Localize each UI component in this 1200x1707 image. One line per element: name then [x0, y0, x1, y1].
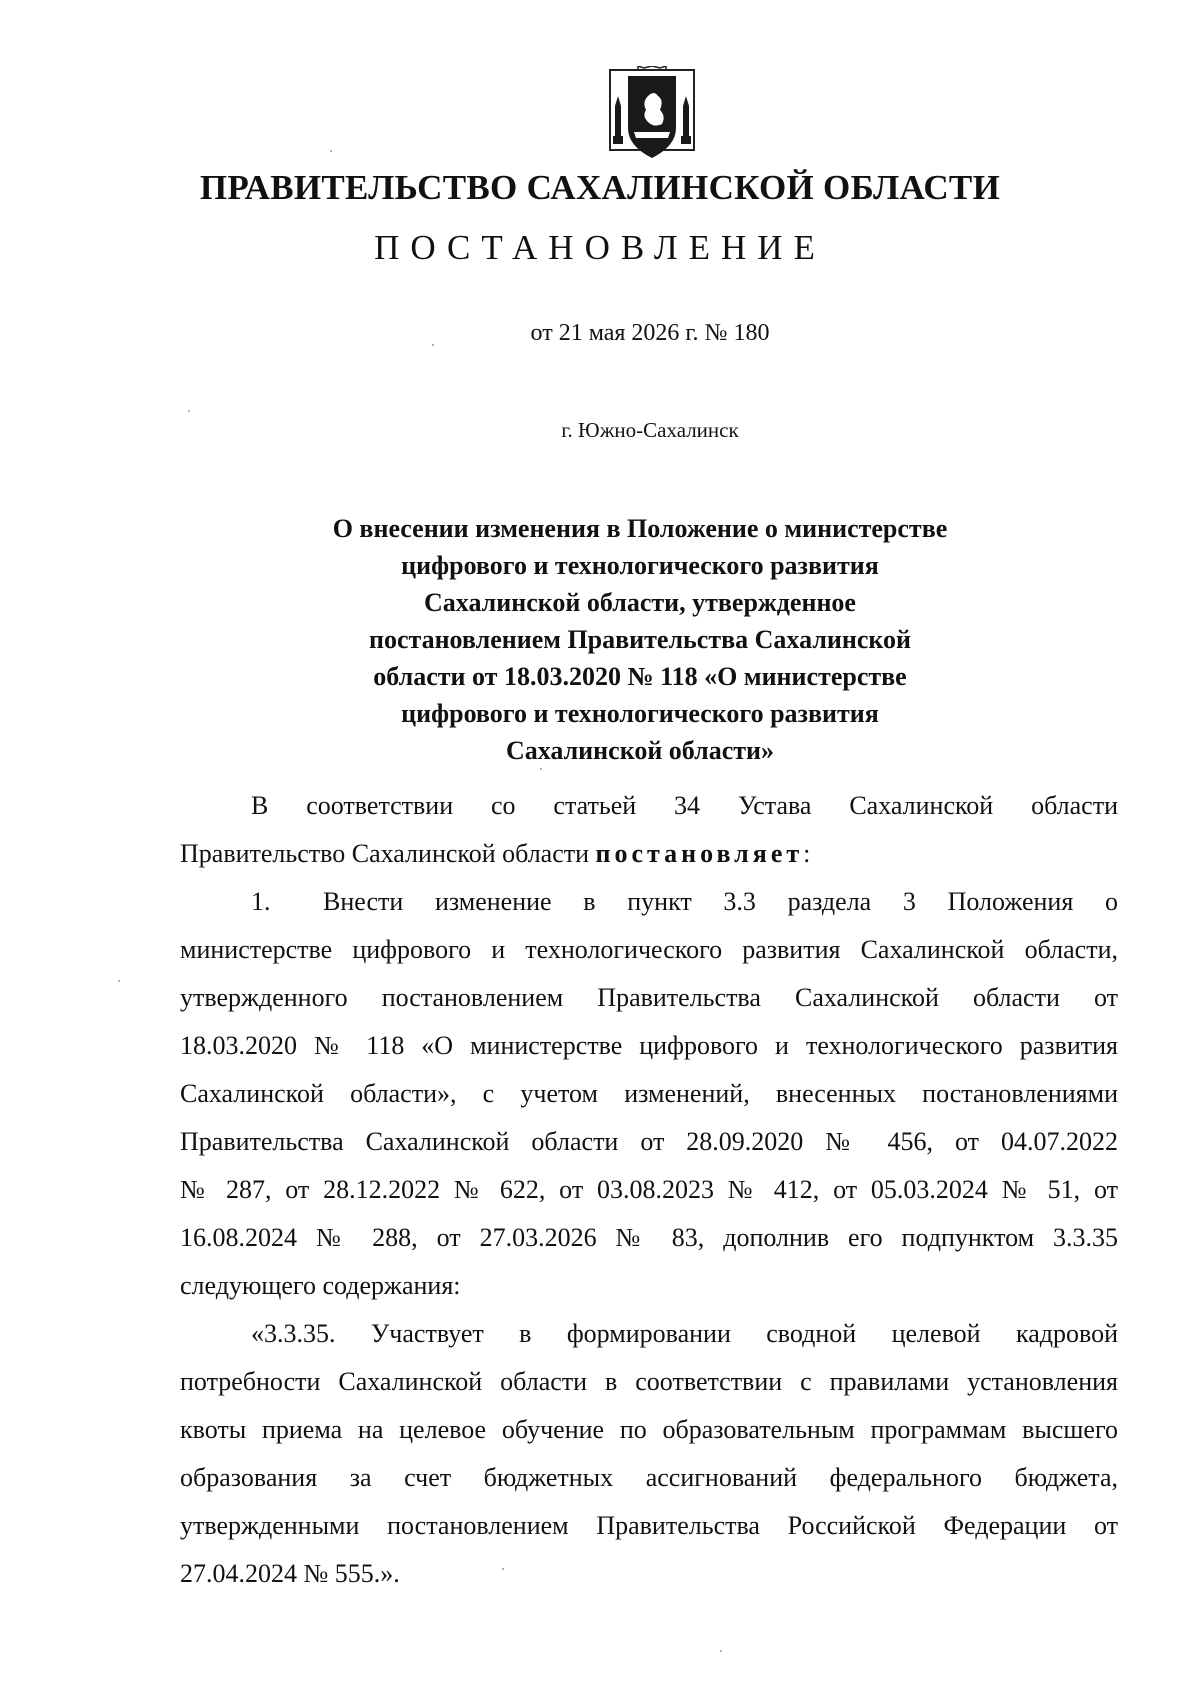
quote-first-line: «3.3.35. Участвует в формировании сводной целевой кадровой: [251, 1319, 1118, 1348]
subject-line: постановлением Правительства Сахалинской: [368, 625, 912, 654]
subject-line: О внесении изменения в Положение о министерстве: [332, 514, 948, 543]
quote-line: утвержденными постановлением Правительства Российской Федерации от: [180, 1511, 1118, 1540]
subject-line: цифрового и технологического развития: [401, 699, 879, 728]
scan-speck: [330, 150, 332, 152]
document-type: ПОСТАНОВЛЕНИЕ: [374, 228, 826, 267]
quote-last-line: 27.04.2024 № 555.».: [180, 1559, 400, 1588]
document-city: г. Южно-Сахалинск: [561, 418, 739, 442]
document-subject: [290, 510, 990, 769]
item-1-line: утвержденного постановлением Правительства Сахалинской области от: [180, 983, 1118, 1012]
item-1-line: Правительства Сахалинской области от 28.09.2020 № 456, от 04.07.2022: [180, 1127, 1118, 1156]
subject-line: Сахалинской области, утвержденное: [424, 588, 856, 617]
preamble-text: Правительство Сахалинской области: [180, 839, 596, 868]
item-text: Внести изменение в пункт 3.3 раздела 3 Положения о: [323, 887, 1118, 916]
quote-line: потребности Сахалинской области в соответствии с правилами установления: [180, 1367, 1118, 1396]
item-1-line: 18.03.2020 № 118 «О министерстве цифрового и технологического развития: [180, 1031, 1118, 1060]
resolves-keyword: постановляет: [595, 839, 804, 868]
item-1-line: № 287, от 28.12.2022 № 622, от 03.08.2023 № 412, от 05.03.2024 № 51, от: [180, 1175, 1118, 1204]
document-date-number: от 21 мая 2026 г. № 180: [530, 320, 770, 346]
quote-line: квоты приема на целевое обучение по образовательным программам высшего: [180, 1415, 1118, 1444]
coat-of-arms-icon: [608, 66, 696, 166]
item-1-first-line: [180, 878, 1118, 926]
scan-speck: [188, 410, 190, 412]
scan-speck: [540, 768, 542, 770]
item-1-line: 16.08.2024 № 288, от 27.03.2026 № 83, дополнив его подпунктом 3.3.35: [180, 1223, 1118, 1252]
scan-speck: [502, 1568, 504, 1570]
subject-line: Сахалинской области»: [505, 736, 775, 765]
document-body: [180, 782, 1118, 1598]
item-1-last-line: следующего содержания:: [180, 1271, 461, 1300]
preamble-line: В соответствии со статьей 34 Устава Сахалинской области: [251, 791, 1118, 820]
scan-speck: [720, 1650, 722, 1652]
preamble-colon: :: [803, 839, 811, 868]
scan-speck: [432, 344, 434, 346]
organization-title: ПРАВИТЕЛЬСТВО САХАЛИНСКОЙ ОБЛАСТИ: [199, 168, 1001, 207]
subject-line: области от 18.03.2020 № 118 «О министерстве: [373, 662, 907, 691]
subject-line: цифрового и технологического развития: [401, 551, 879, 580]
item-1-line: министерстве цифрового и технологического развития Сахалинской области,: [180, 935, 1118, 964]
quote-line: образования за счет бюджетных ассигнований федерального бюджета,: [180, 1463, 1118, 1492]
item-number: 1.: [251, 887, 271, 916]
preamble-line: [180, 830, 1118, 878]
scan-speck: [118, 980, 120, 982]
item-1-line: Сахалинской области», с учетом изменений, внесенных постановлениями: [180, 1079, 1118, 1108]
